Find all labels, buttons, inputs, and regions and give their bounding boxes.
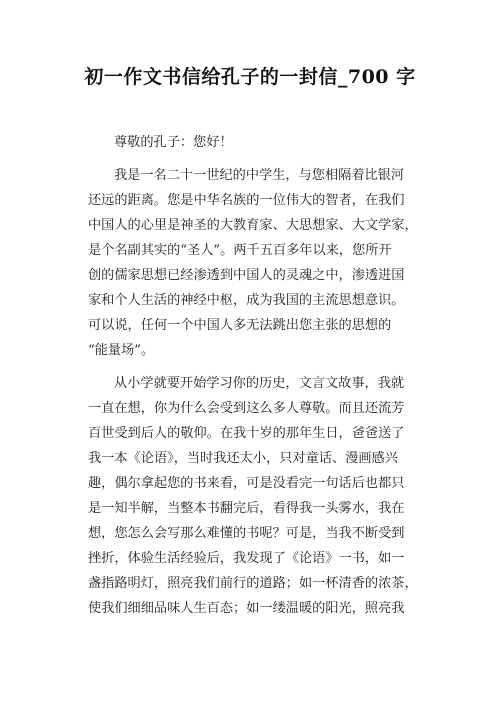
text-line: 还远的距离。您是中华名族的一位伟大的智者，在我们 <box>88 193 405 208</box>
text-line: 是一知半解，当整本书翻完后，看得我一头雾水，我在 <box>88 501 405 516</box>
text-line: 可以说，任何一个中国人多无法跳出您主张的思想的 <box>88 318 392 333</box>
text-line: 我是一名二十一世纪的中学生，与您相隔着比银河 <box>114 168 405 183</box>
text-line: 从小学就要开始学习你的历史，文言文故事，我就 <box>114 376 405 391</box>
text-line: 想，您怎么会写那么难懂的书呢？可是，当我不断受到 <box>88 526 405 541</box>
text-line: 挫折，体验生活经验后，我发现了《论语》一书，如一 <box>88 551 405 566</box>
text-line: 是个名副其实的“圣人”。两千五百多年以来，您所开 <box>88 243 392 258</box>
text-line: 盏指路明灯，照亮我们前行的道路；如一杯清香的浓茶， <box>88 576 418 591</box>
text-line: 创的儒家思想已经渗透到中国人的灵魂之中，渗透进国 <box>88 268 405 283</box>
text-line: 中国人的心里是神圣的大教育家、大思想家、大文学家， <box>88 218 418 233</box>
paragraph-gap <box>88 363 418 371</box>
document-title: 初一作文书信给孔子的一封信_700 字 <box>84 66 416 88</box>
text-line: 趣，偶尔拿起您的书来看，可是没看完一句话后也都只 <box>88 476 405 491</box>
text-line: 使我们细细品味人生百态；如一缕温暖的阳光，照亮我 <box>88 601 405 616</box>
text-line: 百世受到后人的敬仰。在我十岁的那年生日，爸爸送了 <box>88 426 405 441</box>
text-line: 我一本《论语》，当时我还太小，只对童话、漫画感兴 <box>88 451 398 466</box>
text-line: “能量场”。 <box>88 343 155 358</box>
paragraph-gap <box>88 155 418 163</box>
text-line: 家和个人生活的神经中枢，成为我国的主流思想意识。 <box>88 293 405 308</box>
greeting-line: 尊敬的孔子：您好！ <box>114 135 233 150</box>
letter-body <box>88 130 418 621</box>
text-line: 一直在想，你为什么会受到这么多人尊敬。而且还流芳 <box>88 401 405 416</box>
